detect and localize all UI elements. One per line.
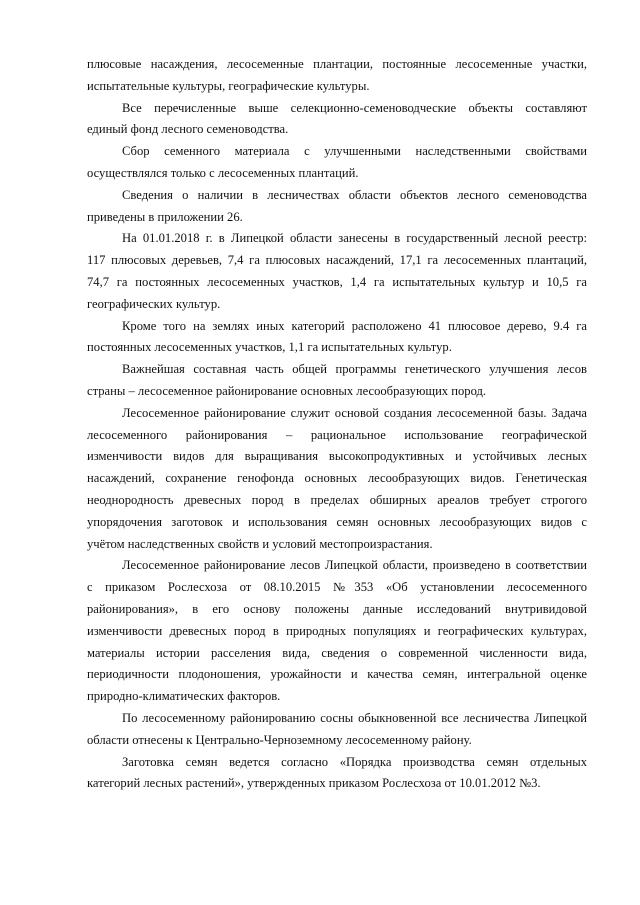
- paragraph: [87, 752, 587, 796]
- text-line: области отнесены к Центрально-Черноземному лесосеменному району.: [87, 732, 472, 747]
- text-line: плюсовые насаждения, лесосеменные плантации, постоянные лесосеменные участки,: [87, 57, 587, 71]
- text-line: осуществлялся только с лесосеменных плантаций.: [87, 165, 359, 180]
- paragraph: [87, 316, 587, 360]
- text-line: Все перечисленные выше селекционно-семеноводческие объекты составляют: [122, 100, 587, 115]
- text-line: Сбор семенного материала с улучшенными наследственными свойствами: [122, 144, 587, 159]
- text-line: испытательные культуры, географические культуры.: [87, 78, 370, 93]
- text-line: географических культур.: [87, 296, 221, 311]
- text-line: учётом наследственных свойств и условий местопроизрастания.: [87, 536, 433, 551]
- text-line: Кроме того на землях иных категорий расположено 41 плюсовое дерево, 9.4 га: [122, 318, 587, 333]
- text-line: Сведения о наличии в лесничествах области объектов лесного семеноводства: [122, 187, 587, 202]
- paragraph: [87, 185, 587, 229]
- text-line: единый фонд лесного семеноводства.: [87, 122, 289, 137]
- text-line: На 01.01.2018 г. в Липецкой области занесены в государственный лесной реестр:: [122, 231, 587, 246]
- text-line: По лесосеменному районированию сосны обыкновенной все лесничества Липецкой: [122, 710, 587, 725]
- paragraph: [87, 54, 587, 98]
- text-line: постоянных лесосеменных участков, 1,1 га испытательных культур.: [87, 340, 452, 355]
- text-line: изменчивости видов для выращивания высокопродуктивных и устойчивых лесных: [87, 449, 587, 464]
- text-line: неоднородность древесных пород в пределах обширных ареалов требует строгого: [87, 492, 587, 507]
- text-line: страны – лесосеменное районирование основных лесообразующих пород.: [87, 383, 487, 398]
- paragraph: [87, 359, 587, 403]
- text-line: 117 плюсовых деревьев, 7,4 га плюсовых насаждений, 17,1 га лесосеменных плантаций,: [87, 253, 587, 268]
- text-line: упорядочения заготовок и использования семян основных лесообразующих видов с: [87, 514, 587, 529]
- text-line: Лесосеменное районирование лесов Липецкой области, произведено в соответствии: [122, 558, 587, 573]
- text-line: Важнейшая составная часть общей программы генетического улучшения лесов: [122, 362, 587, 377]
- text-line: категорий лесных растений», утвержденных приказом Рослесхоза от 10.01.2012 №3.: [87, 776, 541, 791]
- text-line: изменчивости древесных пород в природных популяциях и географических культурах,: [87, 623, 587, 638]
- paragraph: [87, 141, 587, 185]
- text-line: периодичности плодоношения, урожайности и качества семян, интегральной оценке: [87, 667, 587, 682]
- paragraph: [87, 708, 587, 752]
- text-line: Заготовка семян ведется согласно «Порядка производства семян отдельных: [122, 754, 587, 769]
- text-line: районирования», в его основу положены данные исследований внутривидовой: [87, 601, 587, 616]
- paragraph: [87, 98, 587, 142]
- document-page: [87, 54, 587, 795]
- paragraph: [87, 228, 587, 315]
- text-line: лесосеменного районирования – рациональное использование географической: [87, 427, 587, 442]
- text-line: Лесосеменное районирование служит основой создания лесосеменной базы. Задача: [122, 405, 587, 420]
- paragraph: [87, 555, 587, 708]
- text-line: материалы истории расселения вида, сведения о современной численности вида,: [87, 645, 587, 660]
- text-line: природно-климатических факторов.: [87, 689, 281, 704]
- paragraph: [87, 403, 587, 556]
- text-line: с приказом Рослесхоза от 08.10.2015 №353 «Об установлении лесосеменного: [87, 580, 587, 595]
- text-line: 74,7 га постоянных лесосеменных участков, 1,4 га испытательных культур и 10,5 га: [87, 274, 587, 289]
- text-line: приведены в приложении 26.: [87, 209, 243, 224]
- text-line: насаждений, сохранение генофонда основных лесообразующих видов. Генетическая: [87, 471, 587, 486]
